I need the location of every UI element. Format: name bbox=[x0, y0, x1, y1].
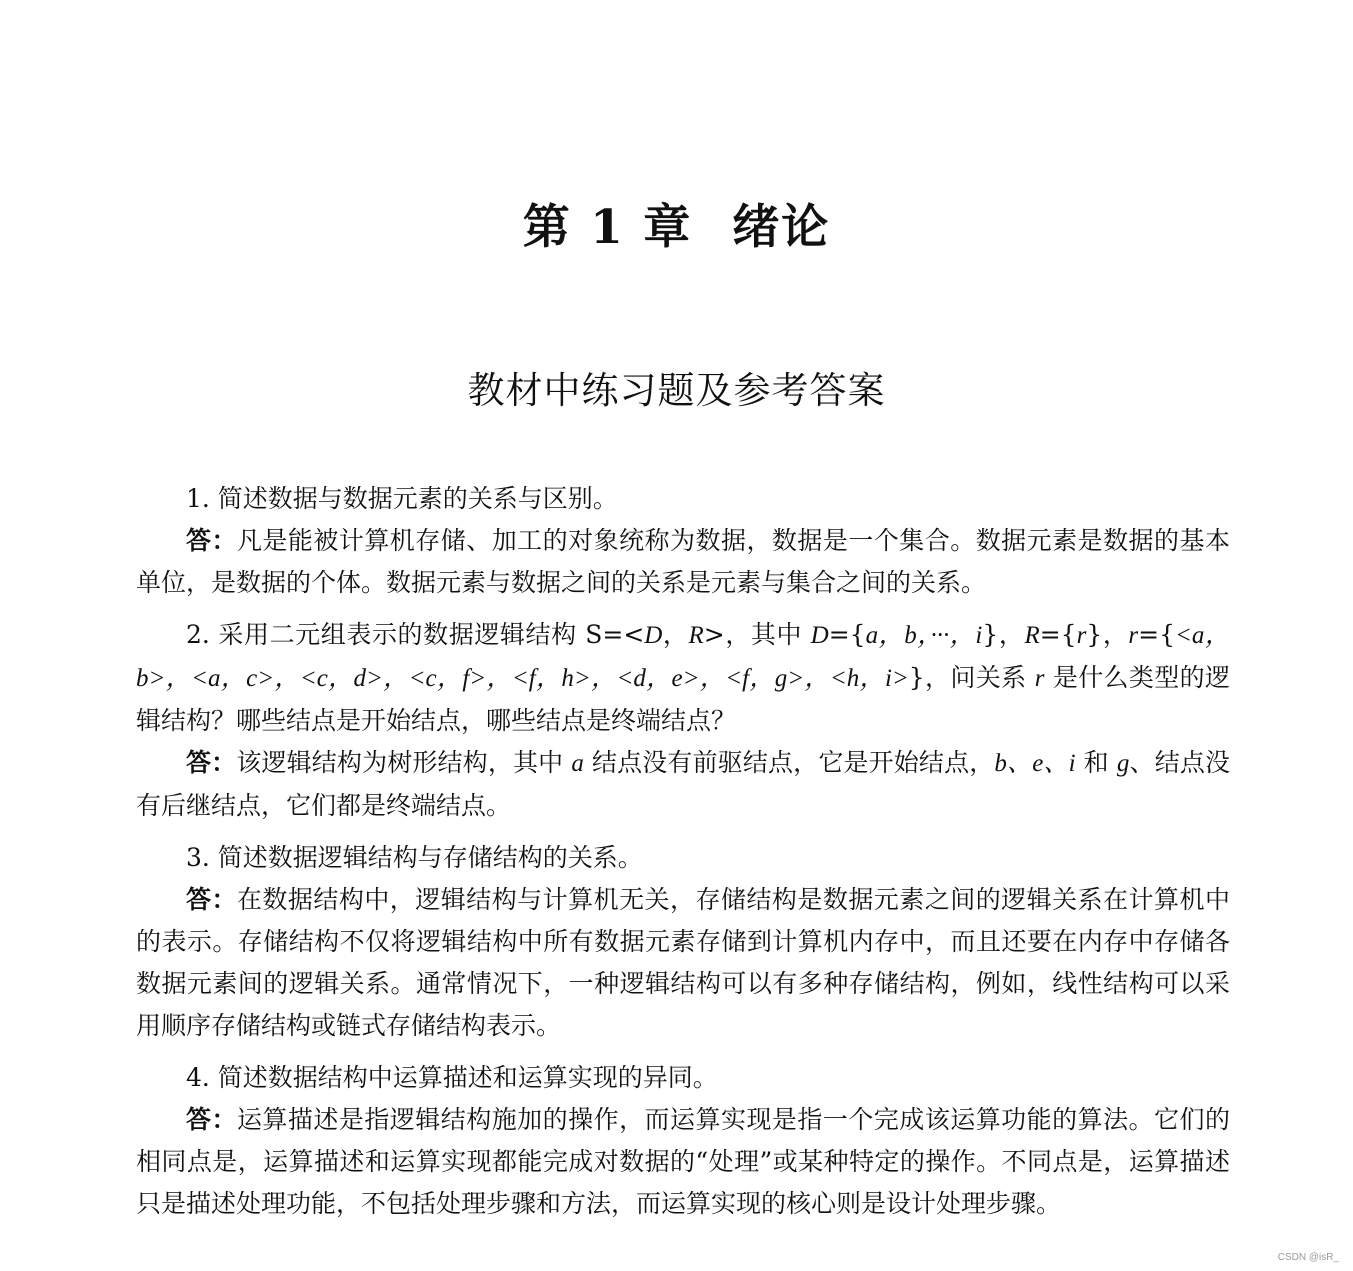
chapter-prefix: 第 bbox=[522, 200, 572, 255]
relation-pairs: <a，b>，<a，c>，<c，d>，<c，f>，<f，h>，<d，e>，<f，g>，<h，i> bbox=[136, 622, 1230, 692]
chapter-name: 绪论 bbox=[732, 200, 831, 255]
answer-label: 答： bbox=[186, 885, 237, 914]
section-title: 教材中练习题及参考答案 bbox=[467, 369, 886, 412]
answer-1 bbox=[136, 520, 1230, 604]
question-2: 2. 采用二元组表示的数据逻辑结构 S=<D，R>，其中 D={a，b，···，i}，R={r}，r={<a，b>，<a，c>，<c，d>，<c，f>，<f，h>，<d，e>，<f，g>，<h，i>}，问关系 r 是什么类型的逻辑结构？哪些结点是开始结点，哪些结点是终端结点？ bbox=[136, 620, 1230, 735]
question-3: 3. 简述数据逻辑结构与存储结构的关系。 bbox=[186, 843, 643, 872]
watermark: CSDN @isR_ bbox=[1277, 1252, 1339, 1263]
answer-label: 答： bbox=[186, 748, 237, 777]
answer-4 bbox=[136, 1099, 1230, 1225]
answer-3 bbox=[136, 879, 1230, 1047]
answer-2: 答：该逻辑结构为树形结构，其中 a 结点没有前驱结点，它是开始结点，b、e、i 和 g、结点没有后继结点，它们都是终端结点。 bbox=[136, 748, 1231, 820]
answer-4-text: 运算描述是指逻辑结构施加的操作，而运算实现是指一个完成该运算功能的算法。它们的相同点是，运算描述和运算实现都能完成对数据的“处理”或某种特定的操作。不同点是，运算描述只是描述处理功能，不包括处理步骤和方法，而运算实现的核心则是设计处理步骤。 bbox=[136, 1105, 1230, 1218]
answer-label: 答： bbox=[186, 1105, 237, 1134]
question-1: 1. 简述数据与数据元素的关系与区别。 bbox=[186, 484, 618, 513]
chapter-title bbox=[0, 190, 1353, 257]
exercise-list bbox=[136, 478, 1230, 1225]
chapter-number: 1 bbox=[590, 200, 625, 255]
answer-3-text: 在数据结构中，逻辑结构与计算机无关，存储结构是数据元素之间的逻辑关系在计算机中的表示。存储结构不仅将逻辑结构中所有数据元素存储到计算机内存中，而且还要在内存中存储各数据元素间的逻辑关系。通常情况下，一种逻辑结构可以有多种存储结构，例如，线性结构可以采用顺序存储结构或链式存储结构表示。 bbox=[136, 885, 1230, 1040]
answer-label: 答： bbox=[186, 526, 237, 555]
answer-1-text: 凡是能被计算机存储、加工的对象统称为数据，数据是一个集合。数据元素是数据的基本单位，是数据的个体。数据元素与数据之间的关系是元素与集合之间的关系。 bbox=[136, 526, 1230, 597]
question-4: 4. 简述数据结构中运算描述和运算实现的异同。 bbox=[186, 1063, 718, 1092]
chapter-suffix: 章 bbox=[643, 200, 693, 255]
